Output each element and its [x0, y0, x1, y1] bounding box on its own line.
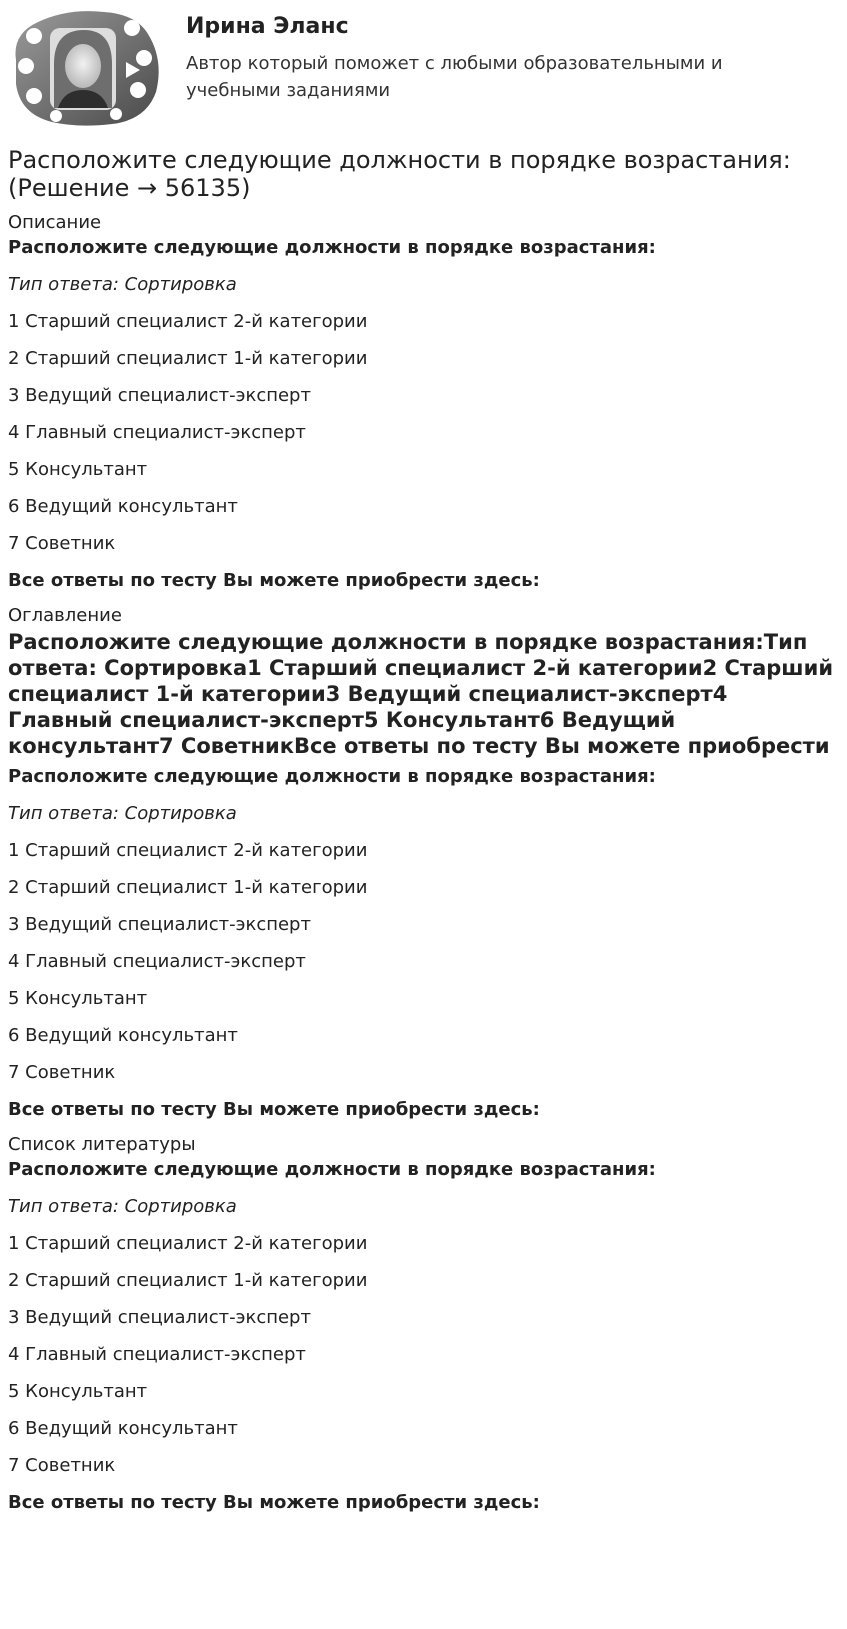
list-item: 1 Старший специалист 2-й категории	[8, 311, 368, 332]
list-item: 7 Советник	[8, 1455, 116, 1476]
author-description: Автор который поможет с любыми образовательными и учебными заданиями	[186, 53, 723, 101]
answer-type-text: Тип ответа: Сортировка	[8, 1196, 237, 1217]
list-item: 2 Старший специалист 1-й категории	[8, 348, 368, 369]
list-item: 1 Старший специалист 2-й категории	[8, 1233, 368, 1254]
list-item: 6 Ведущий консультант	[8, 1025, 238, 1046]
list-item: 6 Ведущий консультант	[8, 496, 238, 517]
list-item: 3 Ведущий специалист-эксперт	[8, 385, 311, 406]
answer-type-text: Тип ответа: Сортировка	[8, 274, 237, 295]
purchase-note: Все ответы по тесту Вы можете приобрести здесь:	[8, 570, 540, 591]
list-item: 1 Старший специалист 2-й категории	[8, 840, 368, 861]
question-text: Расположите следующие должности в порядке возрастания:	[8, 237, 656, 258]
list-item: 3 Ведущий специалист-эксперт	[8, 914, 311, 935]
toc-heading: Расположите следующие должности в порядке возрастания:Тип ответа: Сортировка1 Старший специалист 2-й категории2 Старший специалист 1-й категории3 Ведущий специалист-эксперт4 Главный специалист-эксперт5 Консультант6 Ведущий консультант7 СоветникВсе ответы по тесту Вы можете приобрести	[8, 630, 834, 758]
toc-section	[8, 765, 839, 1122]
purchase-note: Все ответы по тесту Вы можете приобрести здесь:	[8, 1099, 540, 1120]
page-title: Расположите следующие должности в порядке возрастания: (Решение → 56135)	[8, 146, 791, 202]
section-label-description: Описание	[8, 212, 102, 233]
author-avatar[interactable]	[8, 4, 168, 130]
list-item: 5 Консультант	[8, 1381, 148, 1402]
list-item: 6 Ведущий консультант	[8, 1418, 238, 1439]
list-item: 4 Главный специалист-эксперт	[8, 422, 306, 443]
list-item: 7 Советник	[8, 1062, 116, 1083]
list-item: 2 Старший специалист 1-й категории	[8, 1270, 368, 1291]
question-text: Расположите следующие должности в порядке возрастания:	[8, 766, 656, 787]
list-item: 4 Главный специалист-эксперт	[8, 1344, 306, 1365]
description-section	[8, 236, 839, 593]
question-text: Расположите следующие должности в порядке возрастания:	[8, 1159, 656, 1180]
list-item: 2 Старший специалист 1-й категории	[8, 877, 368, 898]
list-item: 3 Ведущий специалист-эксперт	[8, 1307, 311, 1328]
purchase-note: Все ответы по тесту Вы можете приобрести здесь:	[8, 1492, 540, 1513]
answer-type-text: Тип ответа: Сортировка	[8, 803, 237, 824]
list-item: 4 Главный специалист-эксперт	[8, 951, 306, 972]
list-item: 5 Консультант	[8, 988, 148, 1009]
author-block	[8, 0, 839, 130]
section-label-literature: Список литературы	[8, 1134, 196, 1155]
list-item: 7 Советник	[8, 533, 116, 554]
literature-section	[8, 1158, 839, 1515]
list-item: 5 Консультант	[8, 459, 148, 480]
author-name[interactable]: Ирина Эланс	[186, 14, 349, 39]
section-label-toc: Оглавление	[8, 605, 122, 626]
